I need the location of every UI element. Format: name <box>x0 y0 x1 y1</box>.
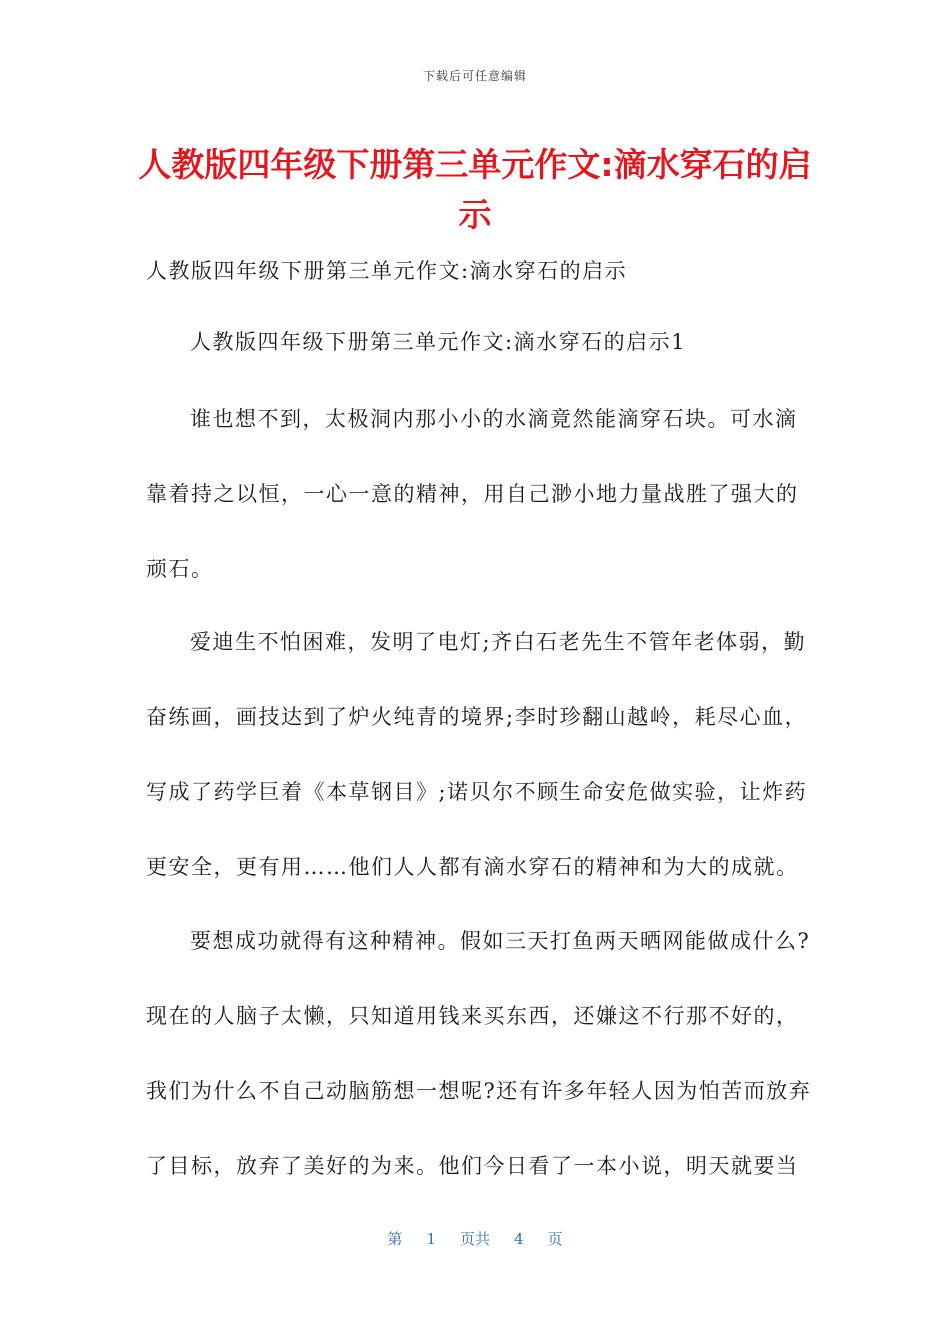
page-label-prefix: 第 <box>387 1230 403 1248</box>
page-footer <box>0 1228 950 1249</box>
page-label-mid: 页共 <box>459 1230 490 1248</box>
page-label-suffix: 页 <box>547 1230 563 1248</box>
total-pages: 4 <box>514 1230 524 1248</box>
section-heading: 人教版四年级下册第三单元作文:滴水穿石的启示1 <box>190 330 686 354</box>
body-paragraph: 爱迪生不怕困难，发明了电灯;齐白石老先生不管年老体弱，勤奋练画，画技达到了炉火纯青的境界;李时珍翻山越岭，耗尽心血，写成了药学巨着《本草钢目》;诺贝尔不顾生命安危做实验，让炸药更安全，更有用……他们人人都有滴水穿石的精神和为大的成就。 <box>146 630 808 879</box>
page-number: 1 <box>426 1230 436 1248</box>
body-paragraph: 要想成功就得有这种精神。假如三天打鱼两天晒网能做成什么?现在的人脑子太懒，只知道用钱来买东西，还嫌这不行那不好的，我们为什么不自己动脑筋想一想呢?还有许多年轻人因为怕苦而放弃了目标，放弃了美好的为来。他们今日看了一本小说，明天就要当 <box>146 929 812 1178</box>
document-subtitle: 人教版四年级下册第三单元作文:滴水穿石的启示 <box>146 259 628 283</box>
document-title: 人教版四年级下册第三单元作文:滴水穿石的启示 <box>138 145 812 234</box>
body-paragraph: 谁也想不到，太极洞内那小小的水滴竟然能滴穿石块。可水滴靠着持之以恒，一心一意的精神，用自己渺小地力量战胜了强大的顽石。 <box>146 407 799 581</box>
header-note: 下载后可任意编辑 <box>422 69 527 83</box>
